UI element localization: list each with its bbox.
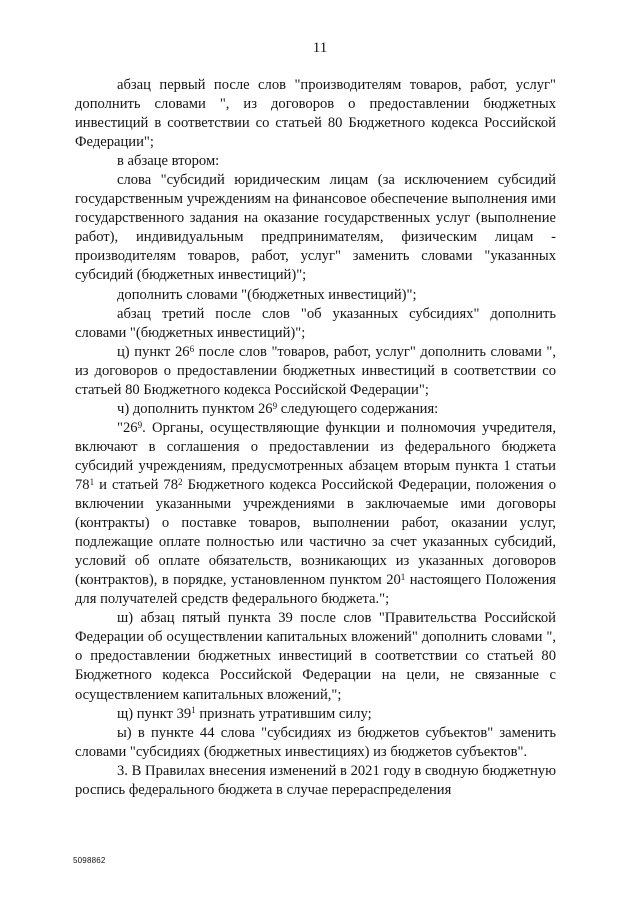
superscript: 1 [89, 476, 95, 487]
superscript: 2 [178, 476, 183, 487]
paragraph-11: ы) в пункте 44 слова "субсидиях из бюджетов субъектов" заменить словами "субсидиях (бюджетных инвестициях) из бюджетов субъектов". [75, 724, 556, 760]
paragraph-8-text-d: Бюджетного кодекса Российской Федерации, положения о включении указанными учреждениями в заключаемые ими договоры (контракты) о поставке товаров, выполнении работ, оказании услуг, подлежащие оплате полностью или частично за счет указанных субсидий, условий об оплате обязательств, возникающих из указанных договоров (контрактов), в порядке, установленном пунктом 20 [75, 476, 556, 589]
paragraph-7 [75, 400, 556, 419]
paragraph-7-text-a: ч) дополнить пунктом 26 [117, 400, 273, 417]
paragraph-8-text-c: и статьей 78 [94, 476, 179, 493]
superscript: 1 [400, 572, 406, 583]
paragraph-9: ш) абзац пятый пункта 39 после слов "Правительства Российской Федерации об осуществлении капитальных вложений" дополнить словами ", о предоставлении бюджетных инвестиций в соответствии со статьей 80 Бюджетного кодекса Российской Федерации на цели, не связанные с осуществлением капитальных вложений,"; [75, 610, 556, 703]
paragraph-7-text-b: следующего содержания: [277, 400, 439, 417]
document-id: 5098862 [73, 856, 106, 865]
paragraph-6 [75, 343, 556, 400]
paragraph-8-text-a: "26 [117, 419, 138, 436]
paragraph-12: 3. В Правилах внесения изменений в 2021 году в сводную бюджетную роспись федерального бюджета в случае перераспределения [75, 762, 556, 798]
paragraph-10-text-a: щ) пункт 39 [117, 705, 192, 722]
paragraph-6-text-b: после слов "товаров, работ, услуг" дополнить словами ", из договоров о предоставлении бюджетных инвестиций в соответствии со статьей 80 Бюджетного кодекса Российской Федерации"; [75, 343, 556, 398]
paragraph-2: в абзаце втором: [117, 153, 220, 170]
superscript: 6 [189, 343, 195, 354]
paragraph-8-text-b: . Органы, осуществляющие функции и полномочия учредителя, включают в соглашения о предоставлении из федерального бюджета субсидий учреждениям, предусмотренных абзацем вторым пункта 1 статьи 78 [75, 419, 556, 493]
document-body [75, 76, 556, 800]
paragraph-10-text-b: признать утратившим силу; [195, 705, 372, 722]
paragraph-10 [75, 705, 556, 724]
paragraph-6-text-a: ц) пункт 26 [117, 343, 190, 360]
paragraph-8 [75, 419, 556, 609]
paragraph-1: абзац первый после слов "производителям товаров, работ, услуг" дополнить словами ", из договоров о предоставлении бюджетных инвестиций в соответствии со статьей 80 Бюджетного кодекса Российской Федерации"; [75, 77, 556, 151]
superscript: 1 [191, 705, 196, 716]
paragraph-8-text-e: настоящего Положения для получателей средств федерального бюджета."; [75, 572, 556, 608]
superscript: 9 [272, 400, 278, 411]
paragraph-4: дополнить словами "(бюджетных инвестиций)"; [117, 286, 417, 303]
paragraph-5: абзац третий после слов "об указанных субсидиях" дополнить словами "(бюджетных инвестиций)"; [75, 305, 556, 341]
paragraph-3: слова "субсидий юридическим лицам (за исключением субсидий государственным учреждениям на финансовое обеспечение выполнения ими государственного задания на оказание государственных услуг (выполнение работ), индивидуальным предпринимателям, физическим лицам - производителям товаров, работ, услуг" заменить словами "указанных субсидий (бюджетных инвестиций)"; [75, 172, 556, 284]
superscript: 9 [137, 419, 143, 430]
page-number: 11 [312, 40, 328, 56]
